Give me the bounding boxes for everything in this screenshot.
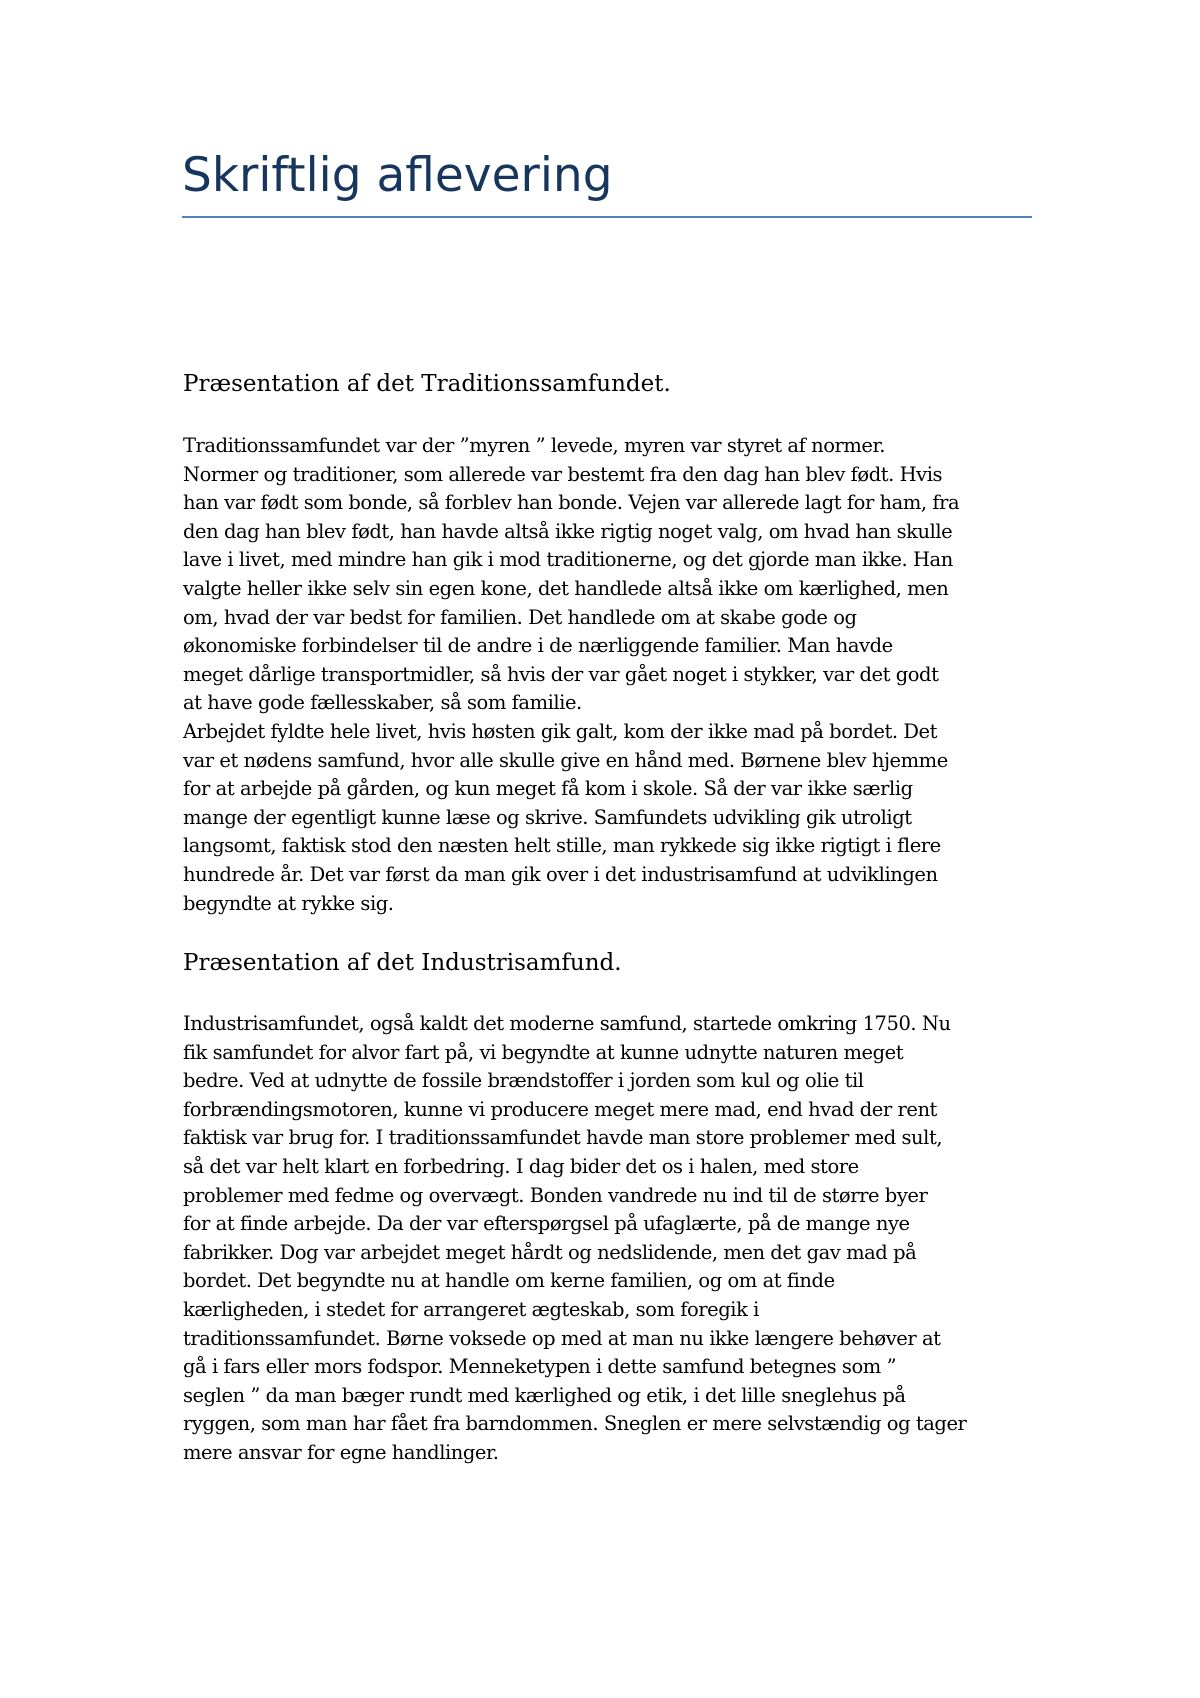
body-line: økonomiske forbindelser til de andre i de nærliggende familier. Man havde	[183, 634, 893, 658]
body-line: at have gode fællesskaber, så som familie.	[183, 691, 582, 715]
body-line: bordet. Det begyndte nu at handle om kerne familien, og om at finde	[183, 1269, 835, 1293]
document-title: Skriftlig aflevering	[182, 148, 613, 203]
section-heading-traditionssamfundet: Præsentation af det Traditionssamfundet.	[183, 371, 671, 397]
body-line: valgte heller ikke selv sin egen kone, det handlede altså ikke om kærlighed, men	[183, 576, 949, 600]
body-line: Normer og traditioner, som allerede var bestemt fra den dag han blev født. Hvis	[183, 462, 943, 486]
body-line: seglen ” da man bæger rundt med kærlighed og etik, i det lille sneglehus på	[183, 1383, 906, 1407]
body-line: bedre. Ved at udnytte de fossile brændstoffer i jorden som kul og olie til	[183, 1069, 864, 1093]
body-line: fik samfundet for alvor fart på, vi begyndte at kunne udnytte naturen meget	[183, 1040, 904, 1064]
body-line: var et nødens samfund, hvor alle skulle give en hånd med. Børnene blev hjemme	[183, 748, 948, 772]
body-line: fabrikker. Dog var arbejdet meget hårdt og nedslidende, men det gav mad på	[183, 1240, 917, 1264]
body-line: Industrisamfundet, også kaldt det moderne samfund, startede omkring 1750. Nu	[183, 1012, 951, 1035]
body-line: om, hvad der var bedst for familien. Det handlede om at skabe gode og	[183, 605, 857, 629]
body-line: langsomt, faktisk stod den næsten helt stille, man rykkede sig ikke rigtigt i flere	[183, 834, 941, 858]
body-line: faktisk var brug for. I traditionssamfundet havde man store problemer med sult,	[183, 1126, 943, 1150]
section-heading-industrisamfund: Præsentation af det Industrisamfund.	[183, 950, 622, 976]
title-underline-rule	[182, 216, 1032, 218]
body-line: Traditionssamfundet var der ”myren ” levede, myren var styret af normer.	[183, 434, 886, 457]
body-line: gå i fars eller mors fodspor. Menneketypen i dette samfund betegnes som ”	[183, 1355, 897, 1379]
body-line: for at finde arbejde. Da der var efterspørgsel på ufaglærte, på de mange nye	[183, 1212, 910, 1236]
body-line: meget dårlige transportmidler, så hvis der var gået noget i stykker, var det godt	[183, 662, 939, 686]
body-line: så det var helt klart en forbedring. I dag bider det os i halen, med store	[183, 1154, 859, 1178]
body-line: begyndte at rykke sig.	[183, 891, 394, 915]
body-line: den dag han blev født, han havde altså ikke rigtig noget valg, om hvad han skulle	[183, 519, 953, 543]
body-line: traditionssamfundet. Børne voksede op med at man nu ikke længere behøver at	[183, 1326, 941, 1350]
body-line: han var født som bonde, så forblev han bonde. Vejen var allerede lagt for ham, fra	[183, 491, 960, 515]
body-line: Arbejdet fyldte hele livet, hvis høsten gik galt, kom der ikke mad på bordet. Det	[183, 719, 938, 743]
body-line: mere ansvar for egne handlinger.	[183, 1440, 499, 1464]
body-line: mange der egentligt kunne læse og skrive. Samfundets udvikling gik utroligt	[183, 805, 912, 829]
body-line: ryggen, som man har fået fra barndommen. Sneglen er mere selvstændig og tager	[183, 1412, 967, 1436]
body-line: problemer med fedme og overvægt. Bonden vandrede nu ind til de større byer	[183, 1183, 928, 1207]
body-line: lave i livet, med mindre han gik i mod traditionerne, og det gjorde man ikke. Han	[183, 548, 953, 572]
body-line: forbrændingsmotoren, kunne vi producere meget mere mad, end hvad der rent	[183, 1097, 937, 1121]
body-line: hundrede år. Det var først da man gik over i det industrisamfund at udviklingen	[183, 862, 938, 886]
section-body-industrisamfund	[183, 1010, 1033, 1468]
body-line: for at arbejde på gården, og kun meget få kom i skole. Så der var ikke særlig	[183, 777, 913, 801]
section-body-traditionssamfundet	[183, 432, 1033, 918]
body-line: kærligheden, i stedet for arrangeret ægteskab, som foregik i	[183, 1297, 759, 1321]
